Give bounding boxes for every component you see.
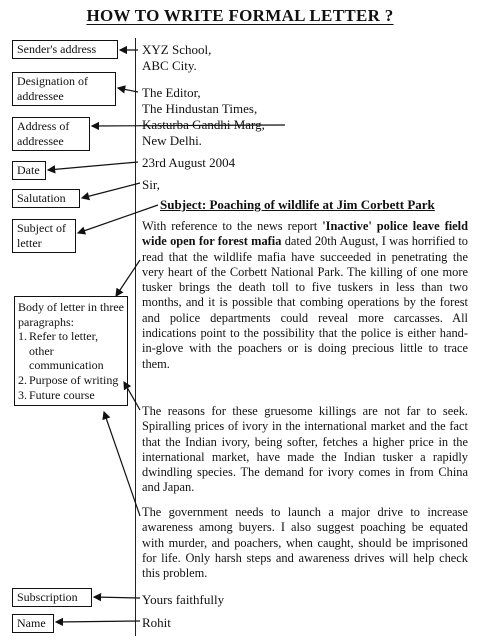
label-subscription: Subscription (12, 588, 92, 607)
date-text: 23rd August 2004 (142, 155, 236, 170)
body-label-item: 1. Refer to letter, other communication (18, 329, 104, 373)
body-paragraph-1 (142, 219, 468, 372)
news-headline: 'Inactive' police leave field wide open for forest mafia (142, 219, 468, 249)
label-subject: Subject of letter (12, 219, 76, 253)
salutation-text: Sir, (142, 177, 160, 192)
page-title: HOW TO WRITE FORMAL LETTER ? (86, 6, 394, 25)
label-salutation: Salutation (12, 189, 80, 208)
address-line-3: New Delhi. (142, 133, 202, 148)
sender-line-1: XYZ School, (142, 42, 212, 57)
arrow-name (56, 621, 140, 622)
label-body (14, 296, 128, 406)
name-text: Rohit (142, 615, 171, 630)
label-date: Date (12, 161, 46, 180)
arrow-date (48, 162, 138, 170)
label-sender-address: Sender's address (12, 40, 118, 59)
subscription-text: Yours faithfully (142, 592, 225, 607)
margin-divider (135, 38, 136, 636)
label-address: Address of addressee (12, 117, 90, 151)
subject-text: Subject: Poaching of wildlife at Jim Corbett Park (160, 197, 435, 212)
body-label-list (18, 329, 124, 402)
arrow-subscription (94, 597, 140, 598)
body-label-item: 2. Purpose of writing (18, 372, 119, 387)
address-line-1: The Hindustan Times, (142, 101, 258, 116)
para1-rest: dated 20th August, I was horrified to read that the wildlife mafia have succeeded in penetrating the very heart of the Corbett National Park. The killing of one more tusker brings the death toll to five tuskers in less than two months, and it is possible that combing operations by the forest and police departments could reveal more carcasses. All indications point to the possibility that the police is either hand-in-glove with the poachers or is doing precious little to trace them. (142, 234, 468, 371)
sender-line-2: ABC City. (142, 58, 197, 73)
body-label-heading: Body of letter in three paragraphs: (18, 300, 124, 329)
arrow-body-1 (116, 260, 140, 296)
body-paragraph-2: The reasons for these gruesome killings are not far to seek. Spiralling prices of ivory in the international market and the fact that the Indian ivory, being softer, fetches a higher price in the international market, have made the Indian tusker a rapidly dwindling species. The demand for ivory comes in from China and Japan. (142, 404, 468, 495)
label-name: Name (12, 614, 54, 633)
arrow-salutation (82, 183, 140, 198)
body-paragraph-3: The government needs to launch a major drive to increase awareness among buyers. I also suggest poaching be equated with murder, and poachers, when caught, should be imprisoned for life. Only harsh steps and awareness drives will help check this problem. (142, 505, 468, 581)
label-designation: Designation of addressee (12, 72, 116, 106)
body-label-item: 3. Future course (18, 387, 95, 402)
para1-intro: With reference to the news report (142, 219, 323, 233)
address-line-2: Kasturba Gandhi Marg, (142, 117, 265, 132)
designation-text: The Editor, (142, 85, 201, 100)
